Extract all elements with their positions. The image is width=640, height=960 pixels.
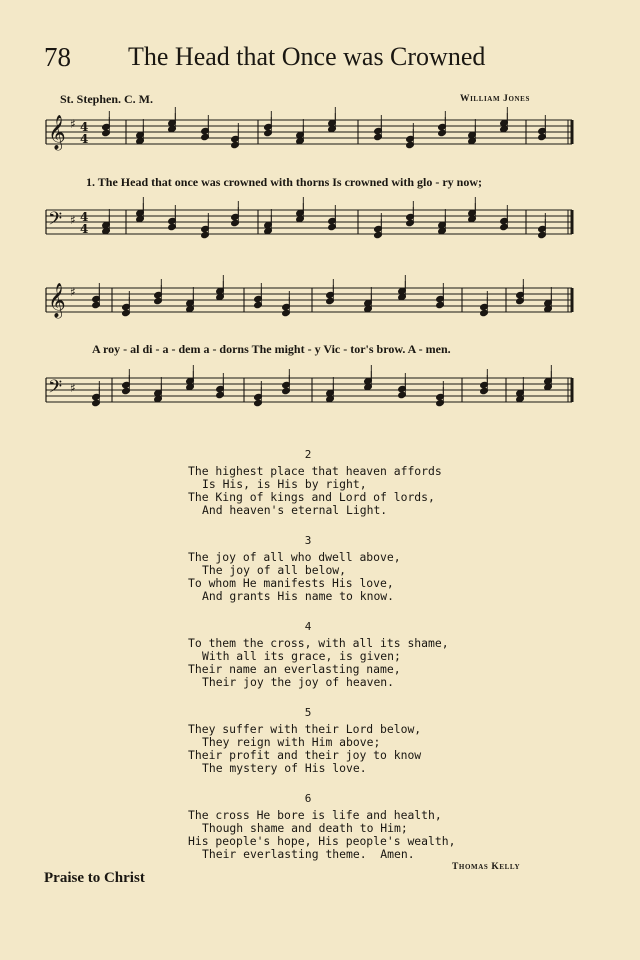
verse-line: Though shame and death to Him;	[202, 821, 408, 835]
verse-number: 2	[304, 448, 312, 461]
verse-line: With all its grace, is given;	[202, 649, 401, 663]
verse-line: They reign with Him above;	[202, 735, 381, 749]
time-sig-top: 4	[80, 210, 89, 224]
verse-line: And grants His name to know.	[202, 589, 395, 603]
verse	[188, 448, 488, 517]
hymn-title: The Head that Once was Crowned	[128, 42, 486, 71]
verse-line: Their joy the joy of heaven.	[202, 675, 395, 689]
key-sharp: ♯	[70, 213, 76, 227]
treble-clef: 𝄞	[48, 115, 66, 150]
verse-number: 5	[304, 706, 312, 719]
key-sharp: ♯	[70, 381, 76, 395]
verse-number: 3	[304, 534, 312, 547]
hymn-number: 78	[44, 42, 71, 72]
verse	[188, 534, 488, 603]
verse-line: The joy of all below,	[202, 563, 347, 577]
verse-line: The mystery of His love.	[202, 761, 367, 775]
music-notation	[0, 0, 640, 420]
verse-line: And heaven's eternal Light.	[202, 503, 388, 517]
verse-number: 4	[304, 620, 312, 633]
time-sig-bottom: 4	[80, 222, 89, 236]
verse-line: Is His, is His by right,	[202, 477, 367, 491]
verse-number: 6	[304, 792, 312, 805]
verse-line: The cross He bore is life and health,	[188, 808, 442, 822]
time-sig-bottom: 4	[80, 132, 89, 146]
key-sharp: ♯	[70, 117, 76, 131]
key-sharp: ♯	[70, 285, 76, 299]
verse	[188, 620, 488, 689]
bass-clef: 𝄢	[48, 209, 63, 234]
verse-line: Their name an everlasting name,	[188, 662, 401, 676]
tune-name: St. Stephen. C. M.	[60, 92, 154, 106]
verse-line: Their profit and their joy to know	[188, 748, 422, 762]
time-sig-top: 4	[80, 120, 89, 134]
verse	[188, 706, 488, 775]
verse-line: The joy of all who dwell above,	[188, 550, 401, 564]
verse-line: To them the cross, with all its shame,	[188, 636, 449, 650]
treble-clef: 𝄞	[48, 283, 66, 318]
lyrics-line-1: 1. The Head that once was crowned with thorns Is crowned with glo - ry now;	[86, 175, 483, 189]
verse	[188, 792, 488, 861]
verse-line: To whom He manifests His love,	[188, 576, 394, 590]
author-credit: Thomas Kelly	[452, 862, 521, 872]
bass-clef: 𝄢	[48, 377, 63, 402]
verse-line: Their everlasting theme. Amen.	[202, 847, 415, 861]
section-footer: Praise to Christ	[44, 870, 145, 886]
verse-line: The highest place that heaven affords	[188, 464, 442, 478]
verse-line: His people's hope, His people's wealth,	[188, 834, 456, 848]
verses-block	[188, 448, 488, 878]
lyrics-line-2: A roy - al di - a - dem a - dorns The might - y Vic - tor's brow. A - men.	[92, 342, 451, 356]
verse-line: They suffer with their Lord below,	[188, 722, 422, 736]
composer-credit: William Jones	[460, 94, 530, 104]
verse-line: The King of kings and Lord of lords,	[188, 490, 435, 504]
